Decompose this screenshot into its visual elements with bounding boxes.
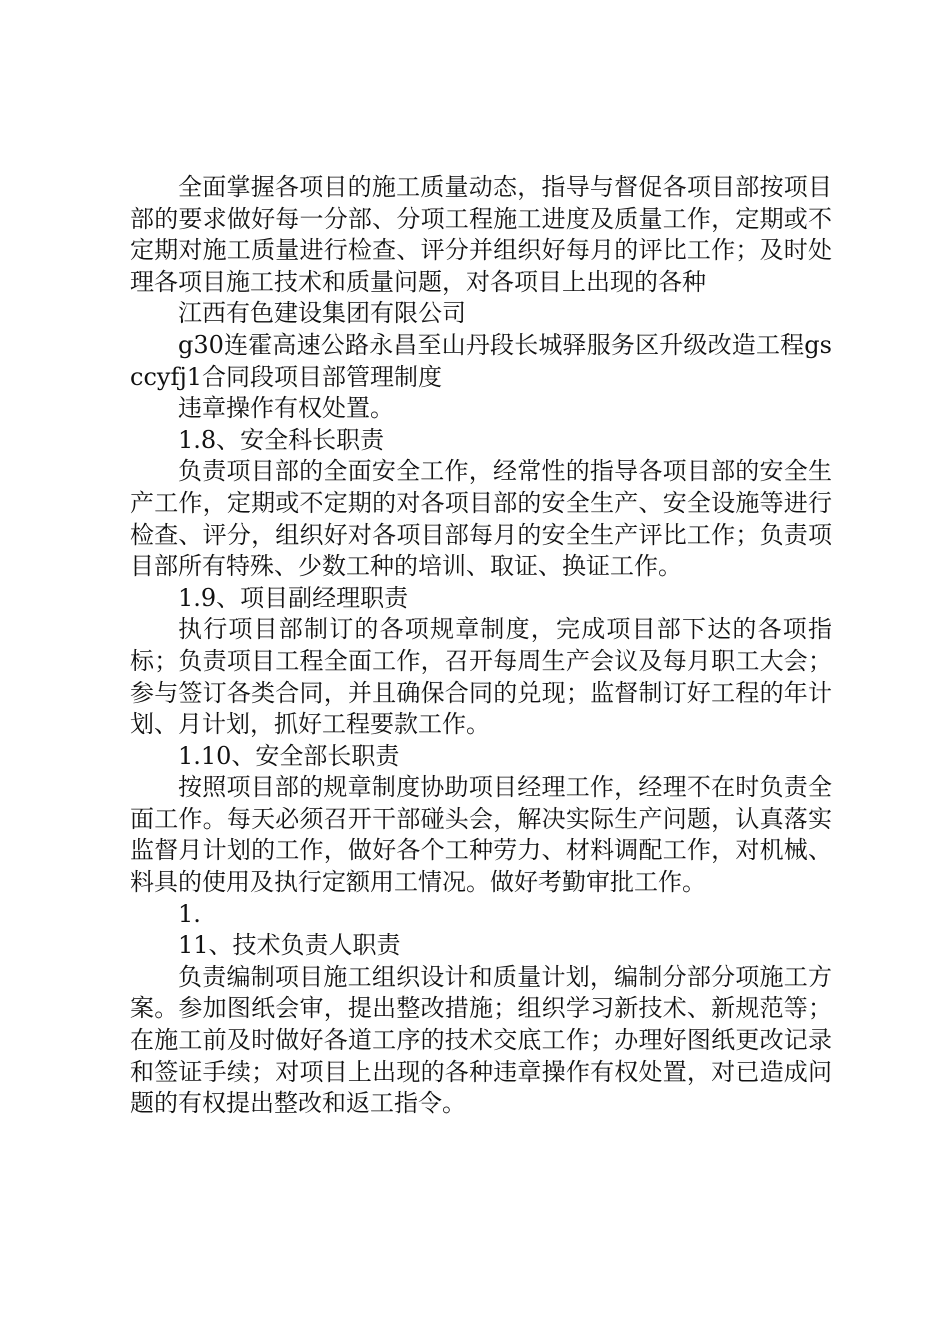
project-title: g30连霍高速公路永昌至山丹段长城驿服务区升级改造工程gsccyfj1合同段项目部管理制度 xyxy=(130,330,832,391)
heading-safety-chief-duties: 1.8、安全科长职责 xyxy=(178,425,385,454)
document-page xyxy=(130,172,832,1120)
section-number-fragment: 1. xyxy=(178,899,201,928)
heading-technical-lead-duties: 11、技术负责人职责 xyxy=(178,931,401,960)
heading-deputy-manager-duties: 1.9、项目副经理职责 xyxy=(178,583,409,612)
heading-safety-minister-duties: 1.10、安全部长职责 xyxy=(178,741,400,770)
paragraph-technical-lead: 负责编制项目施工组织设计和质量计划，编制分部分项施工方案。参加图纸会审，提出整改措施；组织学习新技术、新规范等；在施工前及时做好各道工序的技术交底工作；办理好图纸更改记录和签证手续；对项目上出现的各种违章操作有权处置，对已造成问题的有权提出整改和返工指令。 xyxy=(130,962,832,1118)
paragraph-safety-chief: 负责项目部的全面安全工作，经常性的指导各项目部的安全生产工作，定期或不定期的对各项目部的安全生产、安全设施等进行检查、评分，组织好对各项目部每月的安全生产评比工作；负责项目部所有特殊、少数工种的培训、取证、换证工作。 xyxy=(130,457,832,581)
paragraph-violation-handling: 违章操作有权处置。 xyxy=(178,394,394,423)
paragraph-safety-minister: 按照项目部的规章制度协助项目经理工作，经理不在时负责全面工作。每天必须召开干部碰头会，解决实际生产问题，认真落实监督月计划的工作，做好各个工种劳力、材料调配工作，对机械、料具的使用及执行定额用工情况。做好考勤审批工作。 xyxy=(130,773,832,897)
company-name: 江西有色建设集团有限公司 xyxy=(178,299,466,328)
paragraph-quality-duties: 全面掌握各项目的施工质量动态，指导与督促各项目部按项目部的要求做好每一分部、分项工程施工进度及质量工作，定期或不定期对施工质量进行检查、评分并组织好每月的评比工作；及时处理各项目施工技术和质量问题，对各项目上出现的各种 xyxy=(130,173,832,296)
paragraph-deputy-manager: 执行项目部制订的各项规章制度，完成项目部下达的各项指标；负责项目工程全面工作，召开每周生产会议及每月职工大会；参与签订各类合同，并且确保合同的兑现；监督制订好工程的年计划、月计划，抓好工程要款工作。 xyxy=(130,615,832,739)
